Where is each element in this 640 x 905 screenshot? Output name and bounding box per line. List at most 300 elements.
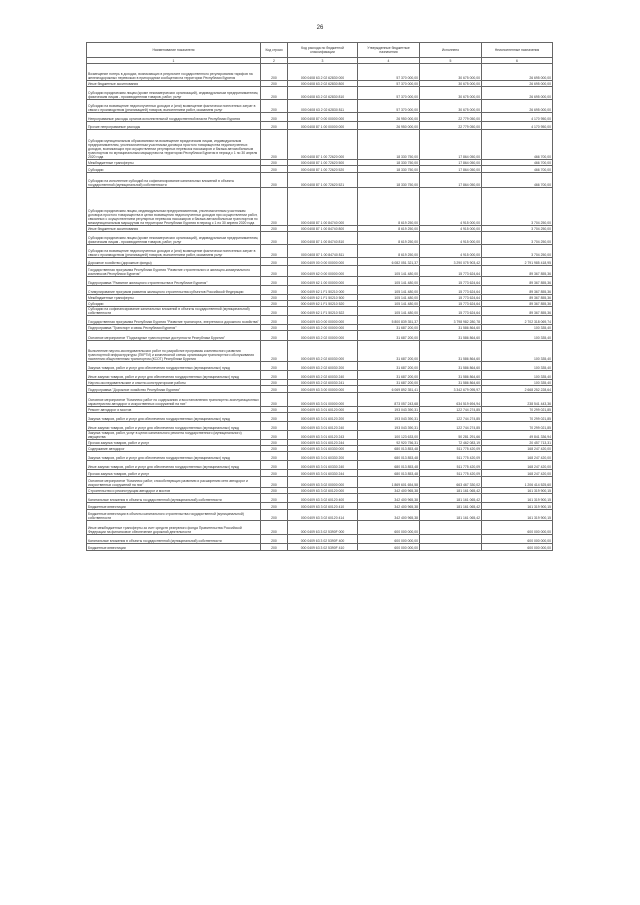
row-kbk: 000 0409 63 3 02 00000 000 xyxy=(288,477,358,488)
row-approved: 193 043 390,31 xyxy=(358,407,420,413)
table-row xyxy=(87,341,553,362)
table-row xyxy=(87,393,553,407)
row-line-code: 200 xyxy=(261,380,288,386)
row-executed: 15 773 624,64 xyxy=(420,277,482,286)
row-executed: 663 467 330,02 xyxy=(420,477,482,488)
row-approved: 57 370 000,00 xyxy=(358,100,420,113)
row-unexecuted: 100 335,40 xyxy=(482,341,553,362)
row-line-code: 200 xyxy=(261,100,288,113)
row-kbk: 000 0408 87 1 00 00000 000 xyxy=(288,122,358,130)
row-executed: 31 586 864,60 xyxy=(420,341,482,362)
row-unexecuted: 4 170 950,00 xyxy=(482,122,553,130)
row-name: Государственная программа Республики Бурятия "Развитие транспорта, энергетики и дорожного хозяйства" xyxy=(87,316,261,325)
column-number: 2 xyxy=(261,58,288,64)
row-approved: 600 000 000,00 xyxy=(358,535,420,544)
row-kbk: 000 0409 63 3 02 60120 000 xyxy=(288,488,358,494)
row-name: Субсидии юридическим лицам, индивидуальным предпринимателям, уполномоченным участникам договора простого товарищества в целях возмещения недополученных доходов при осуществлении работ, связанных с осуществлением регулярных перевозок пассажиров и багажа автомобильным транспортом по межмуниципальным маршрутам на территории Республики Бурятия в период с 1 по 30 апреля 2020 года xyxy=(87,188,261,226)
row-approved: 18 330 750,00 xyxy=(358,160,420,166)
row-unexecuted: 89 367 855,36 xyxy=(482,286,553,295)
row-executed: 17 864 050,00 xyxy=(420,130,482,160)
row-approved: 8 619 250,00 xyxy=(358,232,420,245)
row-line-code: 200 xyxy=(261,316,288,325)
row-unexecuted: 89 367 855,36 xyxy=(482,295,553,301)
row-line-code: 200 xyxy=(261,286,288,295)
row-kbk: 000 0409 63 2 02 60030 200 xyxy=(288,362,358,371)
row-unexecuted: 168 247 420,00 xyxy=(482,470,553,477)
row-name: Научно-исследовательские и опытно-конструкторские работы xyxy=(87,380,261,386)
row-executed: 30 675 000,00 xyxy=(420,64,482,81)
table-row xyxy=(87,307,553,316)
row-approved: 1 869 601 654,58 xyxy=(358,477,420,488)
row-kbk: 000 0408 87 1 00 72620 521 xyxy=(288,173,358,188)
row-unexecuted: 26 695 000,00 xyxy=(482,87,553,100)
column-number: 1 xyxy=(87,58,261,64)
row-line-code: 200 xyxy=(261,422,288,431)
row-executed: 15 773 624,64 xyxy=(420,307,482,316)
row-line-code: 200 xyxy=(261,494,288,503)
row-approved: 193 043 390,31 xyxy=(358,422,420,431)
row-line-code: 200 xyxy=(261,446,288,452)
row-approved: 193 043 390,31 xyxy=(358,413,420,422)
row-name: Закупка товаров, работ, услуг в целях капитального ремонта государственного (муниципального) имущества xyxy=(87,431,261,440)
row-approved: 342 400 965,38 xyxy=(358,494,420,503)
row-approved: 31 687 200,00 xyxy=(358,325,420,331)
row-name: Капитальные вложения в объекты государственной (муниципальной) собственности xyxy=(87,535,261,544)
row-line-code: 200 xyxy=(261,510,288,521)
row-kbk: 000 0409 63 3 01 60330 244 xyxy=(288,470,358,477)
row-name: Прочие непрограммные расходы xyxy=(87,122,261,130)
table-row xyxy=(87,316,553,325)
row-approved: 5 800 839 351,37 xyxy=(358,316,420,325)
row-kbk: 000 0408 63 2 02 62830 810 xyxy=(288,87,358,100)
row-line-code: 200 xyxy=(261,307,288,316)
row-name: Основное мероприятие "Комплекс работ, способствующих развитию и расширению сети автодорог и искусственных сооружений на них" xyxy=(87,477,261,488)
row-executed: 17 864 050,00 xyxy=(420,173,482,188)
row-name: Иные закупки товаров, работ и услуг для обеспечения государственных (муниципальных) нужд xyxy=(87,422,261,431)
row-name: Иные закупки товаров, работ и услуг для обеспечения государственных (муниципальных) нужд xyxy=(87,461,261,470)
row-unexecuted: 3 704 250,00 xyxy=(482,232,553,245)
row-kbk: 000 0408 87 1 00 84740 000 xyxy=(288,188,358,226)
row-unexecuted: 600 000 000,00 xyxy=(482,544,553,551)
row-executed: 30 675 000,00 xyxy=(420,100,482,113)
row-kbk: 000 0409 63 3 02 60120 410 xyxy=(288,503,358,510)
row-unexecuted: 466 700,00 xyxy=(482,160,553,166)
table-row xyxy=(87,258,553,266)
row-kbk: 000 0409 00 0 00 00000 000 xyxy=(288,258,358,266)
row-name: Строительство и реконструкция автодорог и мостов xyxy=(87,488,261,494)
row-name: Субсидии xyxy=(87,166,261,173)
row-approved: 18 330 750,00 xyxy=(358,166,420,173)
row-executed: 122 744 274,85 xyxy=(420,413,482,422)
row-executed: 4 915 000,00 xyxy=(420,232,482,245)
row-name: Капитальные вложения в объекты государственной (муниципальной) собственности xyxy=(87,494,261,503)
row-unexecuted: 70 299 021,85 xyxy=(482,407,553,413)
row-kbk: 000 0409 63 3 01 00000 000 xyxy=(288,393,358,407)
row-kbk: 000 0409 62 1 F1 50210 500 xyxy=(288,295,358,301)
row-approved: 26 950 000,00 xyxy=(358,122,420,130)
row-name: Закупка товаров, работ и услуг для обеспечения государственных (муниципальных) нужд xyxy=(87,413,261,422)
table-row xyxy=(87,386,553,393)
row-line-code: 200 xyxy=(261,64,288,81)
row-approved: 600 000 000,00 xyxy=(358,521,420,535)
row-name: Субсидии на исполнение субсидий на софинансирование капитальных вложений в объекты государственной (муниципальной) собственности xyxy=(87,173,261,188)
row-executed: 4 915 000,00 xyxy=(420,245,482,258)
row-approved: 57 370 000,00 xyxy=(358,81,420,87)
row-line-code: 200 xyxy=(261,440,288,446)
row-approved: 18 330 750,00 xyxy=(358,173,420,188)
row-unexecuted: 3 704 250,00 xyxy=(482,188,553,226)
row-name: Закупка товаров, работ и услуг для обеспечения государственных (муниципальных) нужд xyxy=(87,362,261,371)
table-row xyxy=(87,331,553,341)
row-unexecuted: 4 170 950,00 xyxy=(482,113,553,122)
row-line-code: 200 xyxy=(261,266,288,277)
row-unexecuted: 161 319 900,15 xyxy=(482,510,553,521)
row-executed: 181 161 065,42 xyxy=(420,510,482,521)
row-approved: 680 013 853,48 xyxy=(358,452,420,461)
row-executed: 511 775 420,09 xyxy=(420,446,482,452)
row-name: Субсидии юридическим лицам (кроме некоммерческих организаций), индивидуальным предпринимателям, физическим лицам - производителям товаров, работ, услуг xyxy=(87,232,261,245)
table-row xyxy=(87,422,553,431)
row-name: Субсидии на возмещение недополученных доходов и (или) возмещение фактически понесенных затрат в связи с производством (реализацией) товаров, выполнением работ, оказанием услуг xyxy=(87,100,261,113)
table-row xyxy=(87,64,553,81)
row-executed: 4 915 000,00 xyxy=(420,226,482,232)
row-name: Субсидии на софинансирование капитальных вложений в объекты государственной (муниципальной) собственности xyxy=(87,307,261,316)
row-approved: 105 141 480,00 xyxy=(358,266,420,277)
table-row xyxy=(87,232,553,245)
table-row xyxy=(87,173,553,188)
header-approved: Утвержденные бюджетные назначения xyxy=(358,43,420,58)
row-executed: 31 586 864,60 xyxy=(420,371,482,380)
row-kbk: 000 0409 63 3 02 60120 414 xyxy=(288,510,358,521)
row-kbk: 000 0409 63 2 00 00000 000 xyxy=(288,325,358,331)
row-line-code: 200 xyxy=(261,258,288,266)
table-body xyxy=(87,64,553,551)
row-kbk: 000 0409 62 1 F1 50210 000 xyxy=(288,286,358,295)
column-number: 6 xyxy=(482,58,553,64)
row-approved: 31 687 200,00 xyxy=(358,380,420,386)
row-unexecuted: 161 319 900,15 xyxy=(482,494,553,503)
row-line-code: 200 xyxy=(261,87,288,100)
row-approved: 342 400 965,38 xyxy=(358,510,420,521)
row-executed: 4 915 000,00 xyxy=(420,188,482,226)
column-number: 3 xyxy=(288,58,358,64)
row-unexecuted: 89 367 855,36 xyxy=(482,307,553,316)
row-line-code: 200 xyxy=(261,371,288,380)
table-row xyxy=(87,510,553,521)
row-kbk: 000 0408 87 0 00 00000 000 xyxy=(288,113,358,122)
row-approved: 105 141 480,00 xyxy=(358,286,420,295)
header-name: Наименование показателя xyxy=(87,43,261,58)
row-unexecuted: 26 695 000,00 xyxy=(482,81,553,87)
row-name: Субсидии на возмещение недополученных доходов и (или) возмещение фактически понесенных затрат в связи с производством (реализацией) товаров, выполнением работ, оказанием услуг xyxy=(87,245,261,258)
table-row xyxy=(87,503,553,510)
row-kbk: 000 0408 63 2 02 62830 811 xyxy=(288,100,358,113)
table-row xyxy=(87,535,553,544)
column-number: 4 xyxy=(358,58,420,64)
row-executed: 31 586 864,60 xyxy=(420,331,482,341)
row-unexecuted: 1 206 414 525,60 xyxy=(482,477,553,488)
row-approved: 92 920 756,31 xyxy=(358,440,420,446)
row-line-code: 200 xyxy=(261,503,288,510)
row-line-code: 200 xyxy=(261,188,288,226)
row-kbk: 000 0408 87 1 00 72620 500 xyxy=(288,160,358,166)
table-row xyxy=(87,413,553,422)
row-line-code: 200 xyxy=(261,160,288,166)
row-unexecuted: 70 299 021,85 xyxy=(482,422,553,431)
row-name: Межбюджетные трансферты xyxy=(87,160,261,166)
row-approved: 342 400 965,38 xyxy=(358,488,420,494)
row-executed: 3 290 075 903,42 xyxy=(420,258,482,266)
row-executed: 31 586 864,60 xyxy=(420,380,482,386)
row-approved: 680 013 853,48 xyxy=(358,470,420,477)
row-unexecuted: 3 704 250,00 xyxy=(482,245,553,258)
row-approved: 6 082 051 321,37 xyxy=(358,258,420,266)
row-executed: 181 161 065,42 xyxy=(420,494,482,503)
page-number: 26 xyxy=(316,25,324,31)
row-executed: 17 864 050,00 xyxy=(420,166,482,173)
row-unexecuted: 100 335,40 xyxy=(482,371,553,380)
table-row xyxy=(87,277,553,286)
table-row xyxy=(87,461,553,470)
row-line-code: 200 xyxy=(261,173,288,188)
row-line-code: 200 xyxy=(261,407,288,413)
row-name: Бюджетные инвестиции в объекты капитального строительства государственной (муниципальной) собственности xyxy=(87,510,261,521)
table-row xyxy=(87,130,553,160)
row-line-code: 200 xyxy=(261,535,288,544)
row-executed: 3 798 982 280,78 xyxy=(420,316,482,325)
row-approved: 6 069 892 351,41 xyxy=(358,386,420,393)
row-executed: 15 773 624,64 xyxy=(420,266,482,277)
row-unexecuted: 168 247 420,00 xyxy=(482,446,553,452)
row-executed: 31 586 864,60 xyxy=(420,362,482,371)
row-line-code: 200 xyxy=(261,393,288,407)
row-executed: 634 519 694,94 xyxy=(420,393,482,407)
row-name: Бюджетные инвестиции xyxy=(87,503,261,510)
row-kbk: 000 0408 63 2 02 62830 800 xyxy=(288,81,358,87)
row-unexecuted: 168 247 420,00 xyxy=(482,452,553,461)
row-approved: 105 141 480,00 xyxy=(358,301,420,307)
row-name: Подпрограмма "Развитие жилищного строительства в Республике Бурятия" xyxy=(87,277,261,286)
row-line-code: 200 xyxy=(261,245,288,258)
row-approved: 57 370 000,00 xyxy=(358,87,420,100)
row-unexecuted: 100 335,40 xyxy=(482,325,553,331)
row-executed: 15 773 624,64 xyxy=(420,295,482,301)
row-unexecuted: 2 668 252 228,64 xyxy=(482,386,553,393)
row-unexecuted: 20 457 713,31 xyxy=(482,440,553,446)
budget-execution-sheet xyxy=(86,42,552,551)
row-kbk: 000 0409 62 1 F1 50210 522 xyxy=(288,307,358,316)
row-unexecuted: 161 319 900,15 xyxy=(482,503,553,510)
row-line-code: 200 xyxy=(261,130,288,160)
row-unexecuted: 89 367 855,36 xyxy=(482,301,553,307)
row-name: Непрограммные расходы органов исполнительной государственной власти Республики Бурятия xyxy=(87,113,261,122)
row-unexecuted: 100 335,40 xyxy=(482,362,553,371)
table-row xyxy=(87,362,553,371)
row-name: Субсидии юридическим лицам (кроме некоммерческих организаций), индивидуальным предпринимателям, физическим лицам - производителям товаров, работ, услуг xyxy=(87,87,261,100)
row-name: Дорожное хозяйство (дорожные фонды) xyxy=(87,258,261,266)
row-executed xyxy=(420,521,482,535)
row-line-code: 200 xyxy=(261,81,288,87)
row-executed: 31 586 864,60 xyxy=(420,325,482,331)
row-unexecuted: 49 841 336,94 xyxy=(482,431,553,440)
row-kbk: 000 0409 63 3 01 60120 200 xyxy=(288,413,358,422)
row-name: Бюджетные инвестиции xyxy=(87,544,261,551)
row-kbk: 000 0409 63 3 01 60120 000 xyxy=(288,407,358,413)
column-number: 5 xyxy=(420,58,482,64)
row-unexecuted: 100 335,40 xyxy=(482,380,553,386)
row-executed: 511 775 420,09 xyxy=(420,461,482,470)
row-name: Иные межбюджетные трансферты за счет средств резервного фонда Правительства Российской Федерации на финансовое обеспечение дорожной деятельности xyxy=(87,521,261,535)
row-kbk: 000 0409 63 3 01 60330 200 xyxy=(288,452,358,461)
row-approved: 105 141 480,00 xyxy=(358,295,420,301)
row-executed: 181 161 065,42 xyxy=(420,503,482,510)
row-kbk: 000 0409 63 2 02 00000 000 xyxy=(288,331,358,341)
row-line-code: 200 xyxy=(261,122,288,130)
row-unexecuted: 26 695 000,00 xyxy=(482,64,553,81)
row-approved: 105 141 480,00 xyxy=(358,307,420,316)
row-line-code: 200 xyxy=(261,341,288,362)
row-name: Ремонт автодорог и мостов xyxy=(87,407,261,413)
row-approved: 8 619 250,00 xyxy=(358,226,420,232)
row-kbk: 000 0409 62 1 F1 50210 520 xyxy=(288,301,358,307)
row-unexecuted: 161 319 900,15 xyxy=(482,488,553,494)
row-unexecuted: 238 541 443,36 xyxy=(482,393,553,407)
row-line-code: 200 xyxy=(261,488,288,494)
row-executed: 122 744 274,85 xyxy=(420,407,482,413)
row-line-code: 200 xyxy=(261,301,288,307)
row-executed xyxy=(420,544,482,551)
header-unexecuted: Неисполненные назначения xyxy=(482,43,553,58)
row-executed: 22 779 050,00 xyxy=(420,113,482,122)
row-line-code: 200 xyxy=(261,431,288,440)
table-row xyxy=(87,431,553,440)
row-name: Возмещение потерь в доходах, возникающих в результате государственного регулирования тарифов на железнодорожных перевозках в пригородном сообщении на территории Республики Бурятия xyxy=(87,64,261,81)
row-executed: 511 775 420,09 xyxy=(420,470,482,477)
row-unexecuted: 26 695 000,00 xyxy=(482,100,553,113)
table-row xyxy=(87,188,553,226)
row-kbk: 000 0409 62 1 00 00000 000 xyxy=(288,277,358,286)
row-name: Межбюджетные трансферты xyxy=(87,295,261,301)
table-row xyxy=(87,122,553,130)
row-executed: 72 462 083,19 xyxy=(420,440,482,446)
row-unexecuted: 466 700,00 xyxy=(482,173,553,188)
row-kbk: 000 0409 63 2 02 60030 241 xyxy=(288,380,358,386)
table-row xyxy=(87,245,553,258)
row-executed: 50 281 291,66 xyxy=(420,431,482,440)
row-line-code: 200 xyxy=(261,544,288,551)
row-kbk: 000 0409 63 2 02 60030 000 xyxy=(288,341,358,362)
row-approved: 18 330 750,00 xyxy=(358,130,420,160)
row-executed: 15 773 624,64 xyxy=(420,301,482,307)
row-name: Прочая закупка товаров, работ и услуг xyxy=(87,440,261,446)
row-executed: 15 773 624,64 xyxy=(420,286,482,295)
row-name: Субсидии муниципальным образованиям на возмещение юридическим лицам, индивидуальным предпринимателям, уполномоченным участникам договора простого товарищества недополученных доходов, возникающих при осуществлении регулярных перевозок пассажиров и багажа автомобильным транспортом по муниципальным маршрутам на территории Республики Бурятия в период с 1 по 30 апреля 2020 года xyxy=(87,130,261,160)
row-name: Выполнение научно-исследовательских работ по разработке программы комплексного развития транспортной инфраструктуры (ПКРТИ) и комплексной схемы организации транспортного обслуживания населения общественным транспортом (КСОТ) Республики Бурятия xyxy=(87,341,261,362)
row-kbk: 000 0409 63 3 01 60330 240 xyxy=(288,461,358,470)
row-name: Основное мероприятие "Комплекс работ по содержанию и восстановлению транспортно-эксплуатационных характеристик автодорог и искусственных сооружений на них" xyxy=(87,393,261,407)
header-executed: Исполнено xyxy=(420,43,482,58)
table-row xyxy=(87,371,553,380)
row-executed: 511 775 420,09 xyxy=(420,452,482,461)
row-approved: 680 013 853,48 xyxy=(358,461,420,470)
row-unexecuted: 600 000 000,00 xyxy=(482,535,553,544)
row-line-code: 200 xyxy=(261,166,288,173)
row-line-code: 200 xyxy=(261,325,288,331)
row-line-code: 200 xyxy=(261,461,288,470)
row-executed: 17 864 050,00 xyxy=(420,160,482,166)
row-kbk: 000 0409 63 0 00 00000 000 xyxy=(288,316,358,325)
row-approved: 31 687 200,00 xyxy=(358,371,420,380)
row-approved: 105 141 480,00 xyxy=(358,277,420,286)
row-approved: 26 950 000,00 xyxy=(358,113,420,122)
row-line-code: 200 xyxy=(261,113,288,122)
row-kbk: 000 0408 87 1 00 84740 810 xyxy=(288,232,358,245)
row-kbk: 000 0408 87 1 00 72620 000 xyxy=(288,130,358,160)
header-line-code: Код строки xyxy=(261,43,288,58)
row-unexecuted: 168 247 420,00 xyxy=(482,461,553,470)
header-kbk: Код расхода по бюджетной классификации xyxy=(288,43,358,58)
row-executed: 181 161 065,42 xyxy=(420,488,482,494)
row-approved: 31 687 200,00 xyxy=(358,341,420,362)
table-row xyxy=(87,166,553,173)
row-kbk: 000 0409 62 0 00 00000 000 xyxy=(288,266,358,277)
row-unexecuted: 2 791 985 418,95 xyxy=(482,258,553,266)
row-name: Государственная программа Республики Бурятия "Развитие строительного и жилищно-коммунального комплексов Республики Бурятия" xyxy=(87,266,261,277)
row-approved: 31 687 200,00 xyxy=(358,362,420,371)
row-kbk: 000 0408 87 1 00 84740 800 xyxy=(288,226,358,232)
row-kbk: 000 0409 63 3 01 60120 244 xyxy=(288,440,358,446)
table-row xyxy=(87,521,553,535)
row-unexecuted: 3 704 250,00 xyxy=(482,226,553,232)
row-name: Закупка товаров, работ и услуг для обеспечения государственных (муниципальных) нужд xyxy=(87,452,261,461)
row-name: Подпрограмма "Дорожное хозяйство Республики Бурятия" xyxy=(87,386,261,393)
row-line-code: 200 xyxy=(261,232,288,245)
row-approved: 600 000 000,00 xyxy=(358,544,420,551)
row-executed xyxy=(420,535,482,544)
row-line-code: 200 xyxy=(261,470,288,477)
row-kbk: 000 0409 63 3 02 60120 400 xyxy=(288,494,358,503)
row-unexecuted: 2 702 318 069,74 xyxy=(482,316,553,325)
row-approved: 8 619 250,00 xyxy=(358,188,420,226)
row-name: Основное мероприятие "Подъездные транспортные доступности Республики Бурятия" xyxy=(87,331,261,341)
table-row xyxy=(87,470,553,477)
row-name: Иные бюджетные ассигнования xyxy=(87,226,261,232)
table-row xyxy=(87,452,553,461)
row-name: Стимулирование программ развития жилищного строительства субъектов Российской Федерации xyxy=(87,286,261,295)
row-kbk: 000 0409 63 3 01 60120 243 xyxy=(288,431,358,440)
row-unexecuted: 600 000 000,00 xyxy=(482,521,553,535)
table-row xyxy=(87,494,553,503)
row-unexecuted: 89 367 855,36 xyxy=(482,277,553,286)
row-unexecuted: 466 700,00 xyxy=(482,166,553,173)
row-line-code: 200 xyxy=(261,226,288,232)
row-approved: 8 619 250,00 xyxy=(358,245,420,258)
row-executed: 30 675 000,00 xyxy=(420,87,482,100)
row-line-code: 200 xyxy=(261,477,288,488)
budget-table xyxy=(86,42,553,551)
row-line-code: 200 xyxy=(261,452,288,461)
row-executed: 3 342 679 095,97 xyxy=(420,386,482,393)
row-line-code: 200 xyxy=(261,331,288,341)
table-row xyxy=(87,113,553,122)
row-name: Иные бюджетные ассигнования xyxy=(87,81,261,87)
row-kbk: 000 0409 63 3 02 5390F 410 xyxy=(288,544,358,551)
header-row xyxy=(87,43,553,58)
row-kbk: 000 0408 87 1 00 72620 520 xyxy=(288,166,358,173)
row-executed: 30 675 000,00 xyxy=(420,81,482,87)
row-executed: 22 779 050,00 xyxy=(420,122,482,130)
row-line-code: 200 xyxy=(261,277,288,286)
